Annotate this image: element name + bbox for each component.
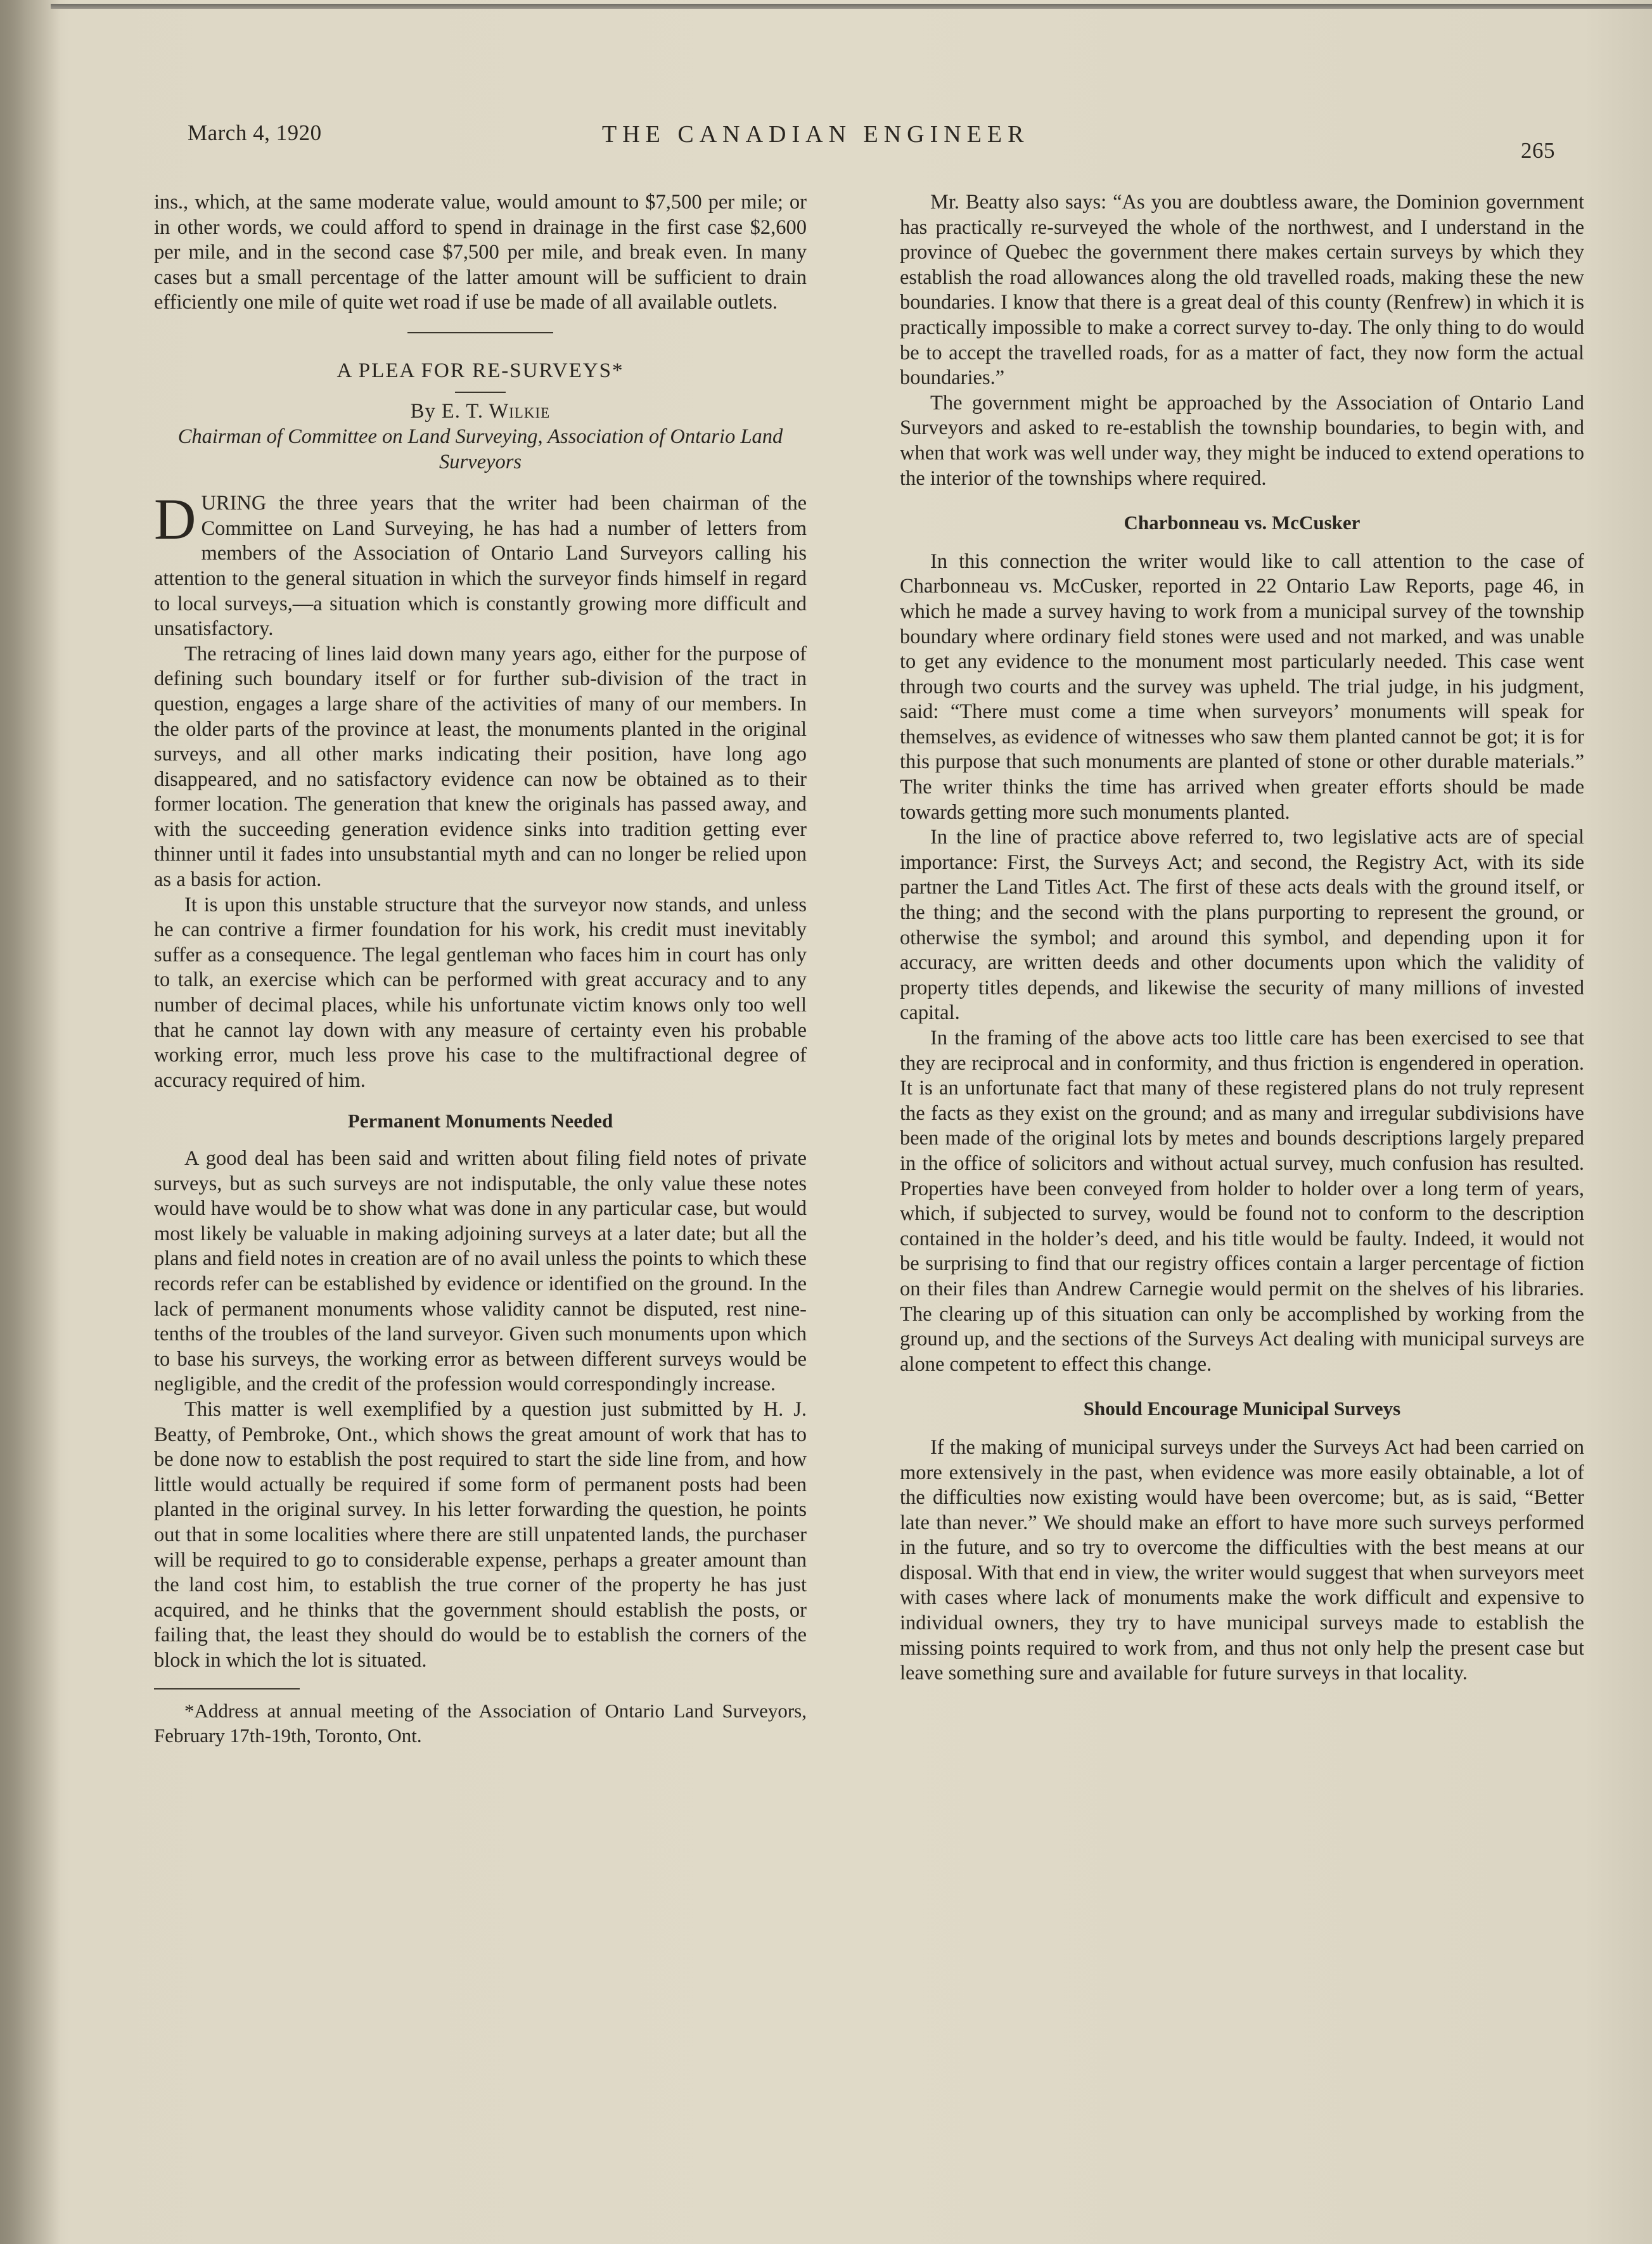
byline bbox=[154, 399, 807, 425]
paragraph-5: This matter is well exemplified by a question just submitted by H. J. Beatty, of Pembroke, Ont., which shows the great amount of work that has to be done now to establish the post required to start the side line from, and how little would actually be required if some form of permanent posts had been planted in the original survey. In his letter forwarding the question, he points out that in some localities where there are still unpatented lands, the purchaser will be required to go to considerable expense, perhaps a greater amount than the land cost him, to establish the true corner of the property he has just acquired, and he thinks that the government should establish the posts, or failing that, the least they should do would be to establish the corners of the block in which the lot is situated. bbox=[154, 1397, 807, 1672]
subhead-charbonneau: Charbonneau vs. McCusker bbox=[1124, 511, 1361, 534]
right-paragraph-6: If the making of municipal surveys under the Surveys Act had been carried on more extensively in the past, when evidence was more easily obtainable, a lot of the difficulties now existing would have been overcome; but, as is said, “Better late than never.” We should make an effort to have more such surveys performed in the future, and so try to overcome the difficulties with the best means at our disposal. With that end in view, the writer would suggest that when surveyors meet with cases where lack of monuments make the work difficult and expensive to individual owners, they try to have municipal surveys made to establish the missing points required to work from, and thus not only help the present case but leave something sure and available for future surveys in that locality. bbox=[900, 1435, 1584, 1685]
right-paragraph-3: In this connection the writer would like to call attention to the case of Charbonneau vs. McCusker, reported in 22 Ontario Law Reports, page 46, in which he made a survey having to work from a municipal survey of the township boundary where ordinary field stones were used and not marked, and was unable to get any evidence to the monument most particularly needed. This case went through two courts and the survey was upheld. The trial judge, in his judgment, said: “There must come a time when surveyors’ monuments will speak for themselves, as evidence of witnesses who saw them planted cannot be got; it is for this purpose that such monuments are planted of stone or other durable materials.” The writer thinks the time has arrived when greater efforts should be made towards getting more such monuments planted. bbox=[900, 549, 1584, 824]
title-divider bbox=[455, 392, 506, 393]
paragraph-1-text: URING the three years that the writer had been chairman of the Committee on Land Surveying, he has had a number of letters from members of the Association of Ontario Land Surveyors calling his attention to the general situation in which the surveyor finds himself in regard to local surveys,—a situation which is constantly growing more difficult and unsatisfactory. bbox=[154, 492, 807, 641]
paragraph-2: The retracing of lines laid down many years ago, either for the purpose of defining such boundary itself or for further sub-division of the tract in question, engages a large share of the activities of many of our members. In the older parts of the province at least, the monuments planted in the original surveys, and all other marks indicating their position, have long ago disappeared, and no satisfactory evidence can now be obtained as to their former location. The generation that knew the originals has passed away, and with the succeeding generation evidence sinks into tradition getting ever thinner until it fades into unsubstantial myth and can no longer be relied upon as a basis for action. bbox=[154, 642, 807, 892]
author-affiliation: Chairman of Committee on Land Surveying, Association of Ontario Land Surveyors bbox=[177, 425, 783, 474]
left-column bbox=[154, 190, 807, 1748]
author-name: E. T. Wilkie bbox=[441, 399, 551, 423]
subhead-permanent-monuments: Permanent Monuments Needed bbox=[347, 1110, 613, 1132]
footnote: *Address at annual meeting of the Association of Ontario Land Surveyors, February 17th-19th, Toronto, Ont. bbox=[154, 1700, 807, 1747]
right-paragraph-2: The government might be approached by the Association of Ontario Land Surveyors and asked to re-establish the township boundaries, to begin with, and when that work was well under way, they might be induced to extend operations to the interior of the townships where required. bbox=[900, 391, 1584, 490]
byline-prefix: By bbox=[410, 399, 436, 423]
intro-paragraph: ins., which, at the same moderate value, would amount to $7,500 per mile; or in other words, we could afford to spend in drainage in the first case $2,600 per mile, and in the second case $7,500 per mile, and break even. In many cases but a small percentage of the latter amount will be sufficient to drain efficiently one mile of quite wet road if use be made of all available outlets. bbox=[154, 191, 807, 314]
subhead-municipal-surveys: Should Encourage Municipal Surveys bbox=[1083, 1397, 1401, 1420]
binding-gutter bbox=[0, 0, 60, 2244]
drop-cap: D bbox=[154, 487, 196, 552]
paragraph-4: A good deal has been said and written about filing field notes of private surveys, but as such surveys are not indisputable, the only value these notes would have would be to show what was done in any particular case, but would most likely be valuable in making adjoining surveys at a later date; but all the plans and field notes in creation are of no avail unless the points to which these records refer can be established by evidence or identified on the ground. In the lack of permanent monuments whose validity cannot be disputed, rest nine-tenths of the troubles of the land surveyor. Given such monuments upon which to base his surveys, the working error as between different surveys would be negligible, and the credit of the profession would correspondingly increase. bbox=[154, 1147, 807, 1396]
article-title: A PLEA FOR RE-SURVEYS* bbox=[336, 359, 624, 382]
right-column bbox=[900, 190, 1584, 1686]
paragraph-3: It is upon this unstable structure that the surveyor now stands, and unless he can contrive a firmer foundation for his work, his credit must inevitably suffer as a consequence. The legal gentleman who faces him in court has only to talk, an exercise which can be performed with great accuracy and to any number of decimal places, while his unfortunate victim knows only too well that he cannot lay down with any measure of certainty even his probable working error, much less prove his case to the multifractional degree of accuracy required of him. bbox=[154, 893, 807, 1092]
footnote-divider bbox=[154, 1688, 300, 1689]
page-number: 265 bbox=[1521, 138, 1555, 163]
journal-title: THE CANADIAN ENGINEER bbox=[602, 121, 1030, 148]
right-paragraph-5: In the framing of the above acts too little care has been exercised to see that they are reciprocal and in conformity, and thus friction is engendered in operation. It is an unfortunate fact that many of these registered plans do not truly represent the facts as they exist on the ground; and as many and irregular subdivisions have been made of the original lots by metes and bounds descriptions largely prepared in the office of solicitors and without actual survey, much confusion has resulted. Properties have been conveyed from holder to holder over a long term of years, which, if subjected to survey, would be found not to conform to the description contained in the holder’s deed, and his title would be faulty. Indeed, it would not be surprising to find that our registry offices contain a larger percentage of fiction on their files than Andrew Carnegie would permit on the shelves of his libraries. The clearing up of this situation can only be accomplished by working from the ground up, and the sections of the Surveys Act dealing with municipal surveys are alone competent to effect this change. bbox=[900, 1027, 1584, 1376]
top-page-edge bbox=[51, 4, 1652, 9]
section-divider bbox=[407, 332, 553, 333]
paragraph-1 bbox=[154, 487, 807, 642]
right-paragraph-4: In the line of practice above referred to, two legislative acts are of special importance: First, the Surveys Act; and second, the Registry Act, with its side partner the Land Titles Act. The first of these acts deals with the ground itself, or the thing; and the second with the plans purporting to represent the ground, or otherwise the symbol; and around this symbol, and depending upon it for accuracy, are written deeds and other documents upon which the validity of property titles depends, and likewise the security of many millions of invested capital. bbox=[900, 826, 1584, 1025]
right-paragraph-1: Mr. Beatty also says: “As you are doubtless aware, the Dominion government has practically re-surveyed the whole of the northwest, and I understand in the province of Quebec the government there makes certain surveys by which they establish the road allowances along the old travelled roads, making these the new boundaries. I know that there is a great deal of this county (Renfrew) in which it is practically impossible to make a correct survey to-day. The only thing to do would be to accept the travelled roads, for as a matter of fact, they now form the actual boundaries.” bbox=[900, 191, 1584, 390]
header-date: March 4, 1920 bbox=[188, 120, 322, 145]
